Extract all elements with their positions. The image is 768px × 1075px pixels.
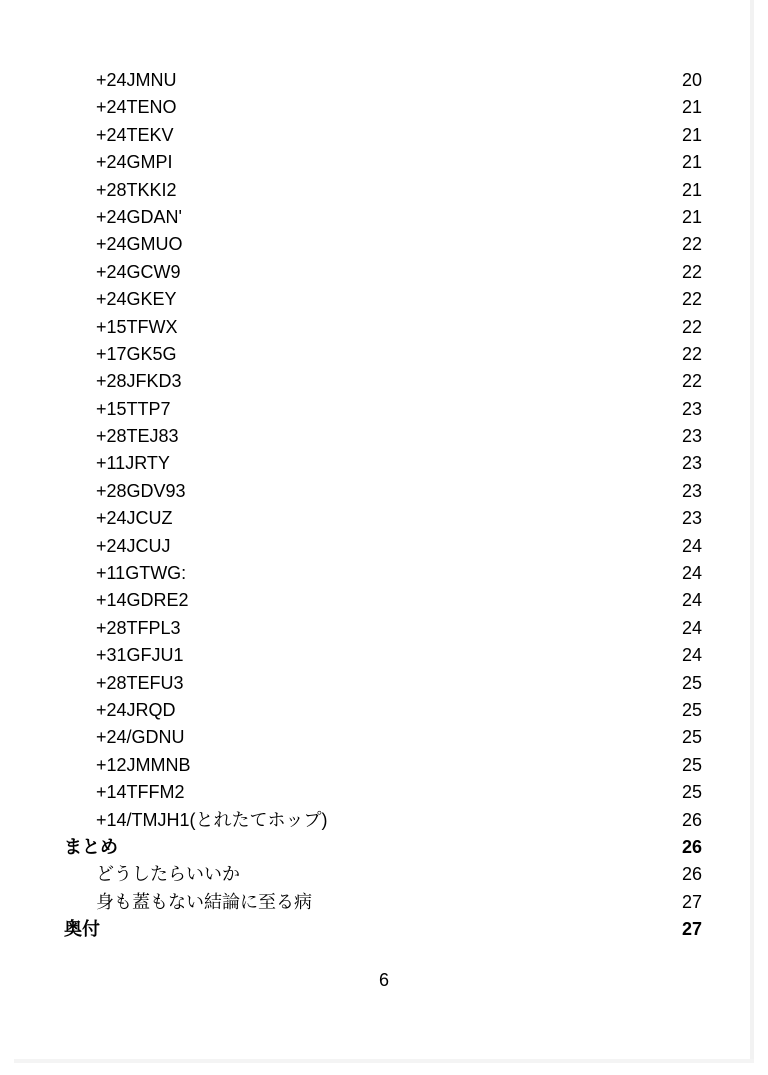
toc-entry-row[interactable] [0,889,768,916]
toc-entry-page: 24 [681,590,702,611]
toc-entry-page: 21 [681,97,702,118]
toc-entry-page: 21 [681,179,702,200]
toc-entry-row[interactable] [0,615,768,642]
toc-entry-row[interactable] [0,478,768,505]
toc-entry-label: +24GCW9 [96,261,181,282]
toc-entry-page: 20 [681,70,702,90]
toc-entry-label: +28GDV93 [96,480,186,501]
toc-entry-row[interactable] [0,286,768,313]
toc-entry-page: 25 [681,754,702,775]
toc-entry-label: +12JMMNB [96,754,191,775]
toc-entry-page: 21 [681,206,702,227]
toc-entry-label: +17GK5G [96,343,177,364]
toc-entry-row[interactable] [0,231,768,258]
toc-entry-page: 22 [681,316,702,337]
toc-entry-label: +24JRQD [96,699,176,720]
toc-entry-row[interactable] [0,450,768,477]
toc-entry-page: 27 [681,919,702,940]
toc-entry-label: +14TFFM2 [96,782,185,803]
toc-entry-label: +14GDRE2 [96,590,189,611]
toc-entry-row[interactable] [0,396,768,423]
toc-entry-label: +24/GDNU [96,727,185,748]
toc-entry-page: 23 [681,398,702,419]
toc-entry-label: +28TFPL3 [96,617,181,638]
toc-entry-row[interactable] [0,587,768,614]
page-number: 6 [378,970,389,990]
toc-entry-row[interactable] [0,697,768,724]
toc-entry-page: 22 [681,234,702,255]
toc-entry-label: +11JRTY [96,453,170,474]
table-of-contents [0,67,768,944]
toc-entry-label: +24GMUO [96,234,183,255]
toc-entry-label: +24GKEY [96,289,177,310]
toc-entry-label: どうしたらいいか [96,864,240,885]
toc-entry-label: +24JCUJ [96,535,171,556]
toc-entry-row[interactable] [0,259,768,286]
toc-entry-page: 25 [681,699,702,720]
toc-entry-row[interactable] [0,670,768,697]
toc-entry-label: 身も蓋もない結論に至る病 [96,891,312,912]
toc-section-row[interactable] [0,916,768,943]
toc-entry-row[interactable] [0,341,768,368]
toc-entry-label: まとめ [64,836,118,857]
toc-entry-label: +24GMPI [96,152,173,173]
toc-entry-page: 26 [681,809,702,830]
toc-entry-row[interactable] [0,724,768,751]
toc-entry-row[interactable] [0,67,768,94]
toc-entry-row[interactable] [0,861,768,888]
toc-entry-page: 23 [681,453,702,474]
toc-entry-page: 24 [681,563,702,584]
toc-entry-label: +28JFKD3 [96,371,182,392]
toc-entry-row[interactable] [0,752,768,779]
toc-entry-page: 23 [681,426,702,447]
toc-entry-label: +14/TMJH1(とれたてホップ) [96,809,328,830]
toc-entry-row[interactable] [0,560,768,587]
toc-entry-page: 23 [681,508,702,529]
toc-entry-row[interactable] [0,505,768,532]
toc-entry-row[interactable] [0,368,768,395]
page-bottom-shadow [14,1059,754,1063]
toc-entry-row[interactable] [0,94,768,121]
toc-entry-page: 21 [681,152,702,173]
toc-entry-label: +24JMNU [96,70,177,90]
toc-entry-row[interactable] [0,204,768,231]
toc-entry-row[interactable] [0,423,768,450]
toc-entry-page: 22 [681,289,702,310]
toc-entry-page: 25 [681,672,702,693]
toc-entry-page: 23 [681,480,702,501]
toc-entry-label: +11GTWG: [96,563,187,584]
toc-entry-label: +28TKKI2 [96,179,177,200]
toc-entry-page: 24 [681,645,702,666]
toc-entry-page: 22 [681,343,702,364]
toc-entry-page: 24 [681,535,702,556]
toc-entry-row[interactable] [0,642,768,669]
toc-entry-label: +31GFJU1 [96,645,184,666]
toc-entry-row[interactable] [0,177,768,204]
toc-entry-page: 26 [681,864,702,885]
toc-entry-label: +15TTP7 [96,398,171,419]
toc-entry-label: +24GDAN' [96,206,182,227]
toc-entry-label: +28TEFU3 [96,672,184,693]
toc-entry-row[interactable] [0,533,768,560]
toc-entry-page: 26 [681,836,702,857]
toc-entry-page: 25 [681,782,702,803]
toc-entry-label: +24TEKV [96,124,174,145]
toc-entry-label: +15TFWX [96,316,178,337]
toc-entry-row[interactable] [0,122,768,149]
toc-entry-label: +24TENO [96,97,177,118]
toc-entry-page: 25 [681,727,702,748]
toc-entry-page: 21 [681,124,702,145]
toc-entry-page: 22 [681,261,702,282]
toc-entry-row[interactable] [0,314,768,341]
toc-entry-page: 27 [681,891,702,912]
toc-entry-label: +24JCUZ [96,508,173,529]
toc-entry-page: 22 [681,371,702,392]
toc-entry-page: 24 [681,617,702,638]
toc-entry-label: 奥付 [64,919,100,940]
toc-section-row[interactable] [0,834,768,861]
toc-entry-row[interactable] [0,779,768,806]
toc-entry-label: +28TEJ83 [96,426,179,447]
toc-entry-row[interactable] [0,807,768,834]
toc-entry-row[interactable] [0,149,768,176]
